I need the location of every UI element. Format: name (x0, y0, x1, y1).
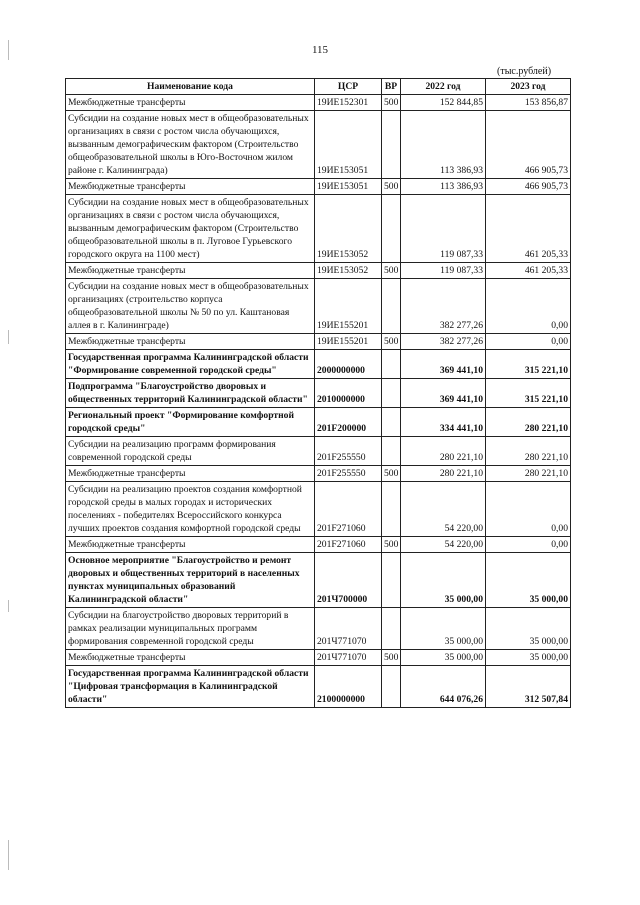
row-amount-2022: 35 000,00 (401, 553, 486, 608)
table-row (66, 334, 571, 350)
row-amount-2022: 334 441,10 (401, 408, 486, 437)
row-amount-2022: 644 076,26 (401, 666, 486, 708)
row-amount-2022: 382 277,26 (401, 334, 486, 350)
header-2023: 2023 год (486, 79, 571, 95)
row-name: Субсидии на реализацию программ формирования современной городской среды (66, 437, 315, 466)
row-name: Межбюджетные трансферты (66, 179, 315, 195)
table-row (66, 408, 571, 437)
row-vr: 500 (382, 537, 401, 553)
row-name: Межбюджетные трансферты (66, 263, 315, 279)
row-amount-2022: 280 221,10 (401, 466, 486, 482)
row-csr: 201Ч771070 (315, 608, 382, 650)
table-header-row (66, 79, 571, 95)
row-csr: 2000000000 (315, 350, 382, 379)
row-vr (382, 350, 401, 379)
row-csr: 19ИЕ153051 (315, 179, 382, 195)
table-row (66, 666, 571, 708)
row-amount-2023: 461 205,33 (486, 263, 571, 279)
row-amount-2023: 466 905,73 (486, 111, 571, 179)
row-amount-2023: 315 221,10 (486, 379, 571, 408)
row-csr: 2010000000 (315, 379, 382, 408)
row-name: Подпрограмма "Благоустройство дворовых и общественных территорий Калининградской области" (66, 379, 315, 408)
row-csr: 201F271060 (315, 482, 382, 537)
row-amount-2023: 280 221,10 (486, 408, 571, 437)
table-body (66, 95, 571, 708)
row-amount-2023: 0,00 (486, 334, 571, 350)
row-csr: 201Ч700000 (315, 553, 382, 608)
table-row (66, 650, 571, 666)
header-2022: 2022 год (401, 79, 486, 95)
row-name: Региональный проект "Формирование комфортной городской среды" (66, 408, 315, 437)
row-vr: 500 (382, 179, 401, 195)
table-row (66, 195, 571, 263)
row-amount-2023: 280 221,10 (486, 437, 571, 466)
row-csr: 201Ч771070 (315, 650, 382, 666)
row-name: Субсидии на создание новых мест в общеобразовательных организациях в связи с ростом числа обучающихся, вызванным демографическим фактором (Строительство общеобразовательной школы в Юго-Восточном жилом районе г. Калининграда) (66, 111, 315, 179)
row-name: Межбюджетные трансферты (66, 650, 315, 666)
row-name: Субсидии на создание новых мест в общеобразовательных организациях в связи с ростом числа обучающихся, вызванным демографическим фактором (Строительство общеобразовательной школы в п. Луговое Гурьевского городского округа на 1100 мест) (66, 195, 315, 263)
table-row (66, 437, 571, 466)
table-row (66, 263, 571, 279)
row-amount-2022: 382 277,26 (401, 279, 486, 334)
row-csr: 201F255550 (315, 437, 382, 466)
row-csr: 2100000000 (315, 666, 382, 708)
row-vr (382, 666, 401, 708)
row-name: Субсидии на благоустройство дворовых территорий в рамках реализации муниципальных программ формирования современной городской среды (66, 608, 315, 650)
header-vr: ВР (382, 79, 401, 95)
row-amount-2022: 113 386,93 (401, 179, 486, 195)
row-name: Межбюджетные трансферты (66, 95, 315, 111)
header-name: Наименование кода (66, 79, 315, 95)
row-name: Межбюджетные трансферты (66, 466, 315, 482)
table-row (66, 608, 571, 650)
table-row (66, 379, 571, 408)
row-name: Межбюджетные трансферты (66, 537, 315, 553)
row-vr: 500 (382, 650, 401, 666)
row-vr: 500 (382, 334, 401, 350)
row-vr: 500 (382, 95, 401, 111)
row-vr (382, 608, 401, 650)
row-amount-2022: 35 000,00 (401, 608, 486, 650)
table-row (66, 350, 571, 379)
row-amount-2022: 369 441,10 (401, 350, 486, 379)
row-amount-2022: 119 087,33 (401, 195, 486, 263)
table-row (66, 537, 571, 553)
row-csr: 19ИЕ155201 (315, 279, 382, 334)
row-csr: 19ИЕ155201 (315, 334, 382, 350)
row-csr: 201F200000 (315, 408, 382, 437)
row-amount-2023: 0,00 (486, 279, 571, 334)
row-vr: 500 (382, 466, 401, 482)
row-csr: 19ИЕ153052 (315, 263, 382, 279)
row-vr (382, 195, 401, 263)
row-amount-2023: 0,00 (486, 482, 571, 537)
row-amount-2023: 35 000,00 (486, 650, 571, 666)
row-name: Основное мероприятие "Благоустройство и ремонт дворовых и общественных территорий в населенных пунктах муниципальных образований Калининградской области" (66, 553, 315, 608)
row-amount-2022: 113 386,93 (401, 111, 486, 179)
row-amount-2023: 153 856,87 (486, 95, 571, 111)
table-row (66, 553, 571, 608)
row-vr (382, 482, 401, 537)
row-vr (382, 279, 401, 334)
row-vr (382, 408, 401, 437)
row-amount-2023: 312 507,84 (486, 666, 571, 708)
row-amount-2022: 280 221,10 (401, 437, 486, 466)
row-csr: 19ИЕ152301 (315, 95, 382, 111)
table-row (66, 482, 571, 537)
row-name: Субсидии на реализацию проектов создания комфортной городской среды в малых городах и исторических поселениях - победителях Всероссийского конкурса лучших проектов создания комфортной городской среды (66, 482, 315, 537)
row-amount-2023: 461 205,33 (486, 195, 571, 263)
margin-mark (8, 600, 9, 612)
budget-table (65, 78, 571, 708)
table-row (66, 466, 571, 482)
row-vr (382, 553, 401, 608)
units-label: (тыс.рублей) (497, 66, 552, 77)
page-number: 115 (311, 44, 329, 56)
row-amount-2022: 54 220,00 (401, 537, 486, 553)
table-row (66, 95, 571, 111)
row-amount-2022: 369 441,10 (401, 379, 486, 408)
margin-mark (8, 840, 9, 870)
row-vr (382, 111, 401, 179)
row-name: Субсидии на создание новых мест в общеобразовательных организациях (строительство корпуса общеобразовательной школы № 50 по ул. Каштановая аллея в г. Калининграде) (66, 279, 315, 334)
row-vr (382, 379, 401, 408)
row-name: Государственная программа Калининградской области "Формирование современной городской среды" (66, 350, 315, 379)
row-name: Государственная программа Калининградской области "Цифровая трансформация в Калининградской области" (66, 666, 315, 708)
row-amount-2022: 54 220,00 (401, 482, 486, 537)
row-vr: 500 (382, 263, 401, 279)
row-amount-2023: 466 905,73 (486, 179, 571, 195)
row-amount-2022: 119 087,33 (401, 263, 486, 279)
table-row (66, 279, 571, 334)
row-amount-2023: 0,00 (486, 537, 571, 553)
row-csr: 19ИЕ153051 (315, 111, 382, 179)
row-amount-2023: 315 221,10 (486, 350, 571, 379)
row-csr: 201F271060 (315, 537, 382, 553)
row-csr: 19ИЕ153052 (315, 195, 382, 263)
row-amount-2022: 35 000,00 (401, 650, 486, 666)
header-csr: ЦСР (315, 79, 382, 95)
row-name: Межбюджетные трансферты (66, 334, 315, 350)
table-row (66, 179, 571, 195)
row-vr (382, 437, 401, 466)
row-amount-2023: 280 221,10 (486, 466, 571, 482)
margin-mark (8, 330, 9, 344)
row-csr: 201F255550 (315, 466, 382, 482)
table-row (66, 111, 571, 179)
row-amount-2022: 152 844,85 (401, 95, 486, 111)
row-amount-2023: 35 000,00 (486, 553, 571, 608)
row-amount-2023: 35 000,00 (486, 608, 571, 650)
